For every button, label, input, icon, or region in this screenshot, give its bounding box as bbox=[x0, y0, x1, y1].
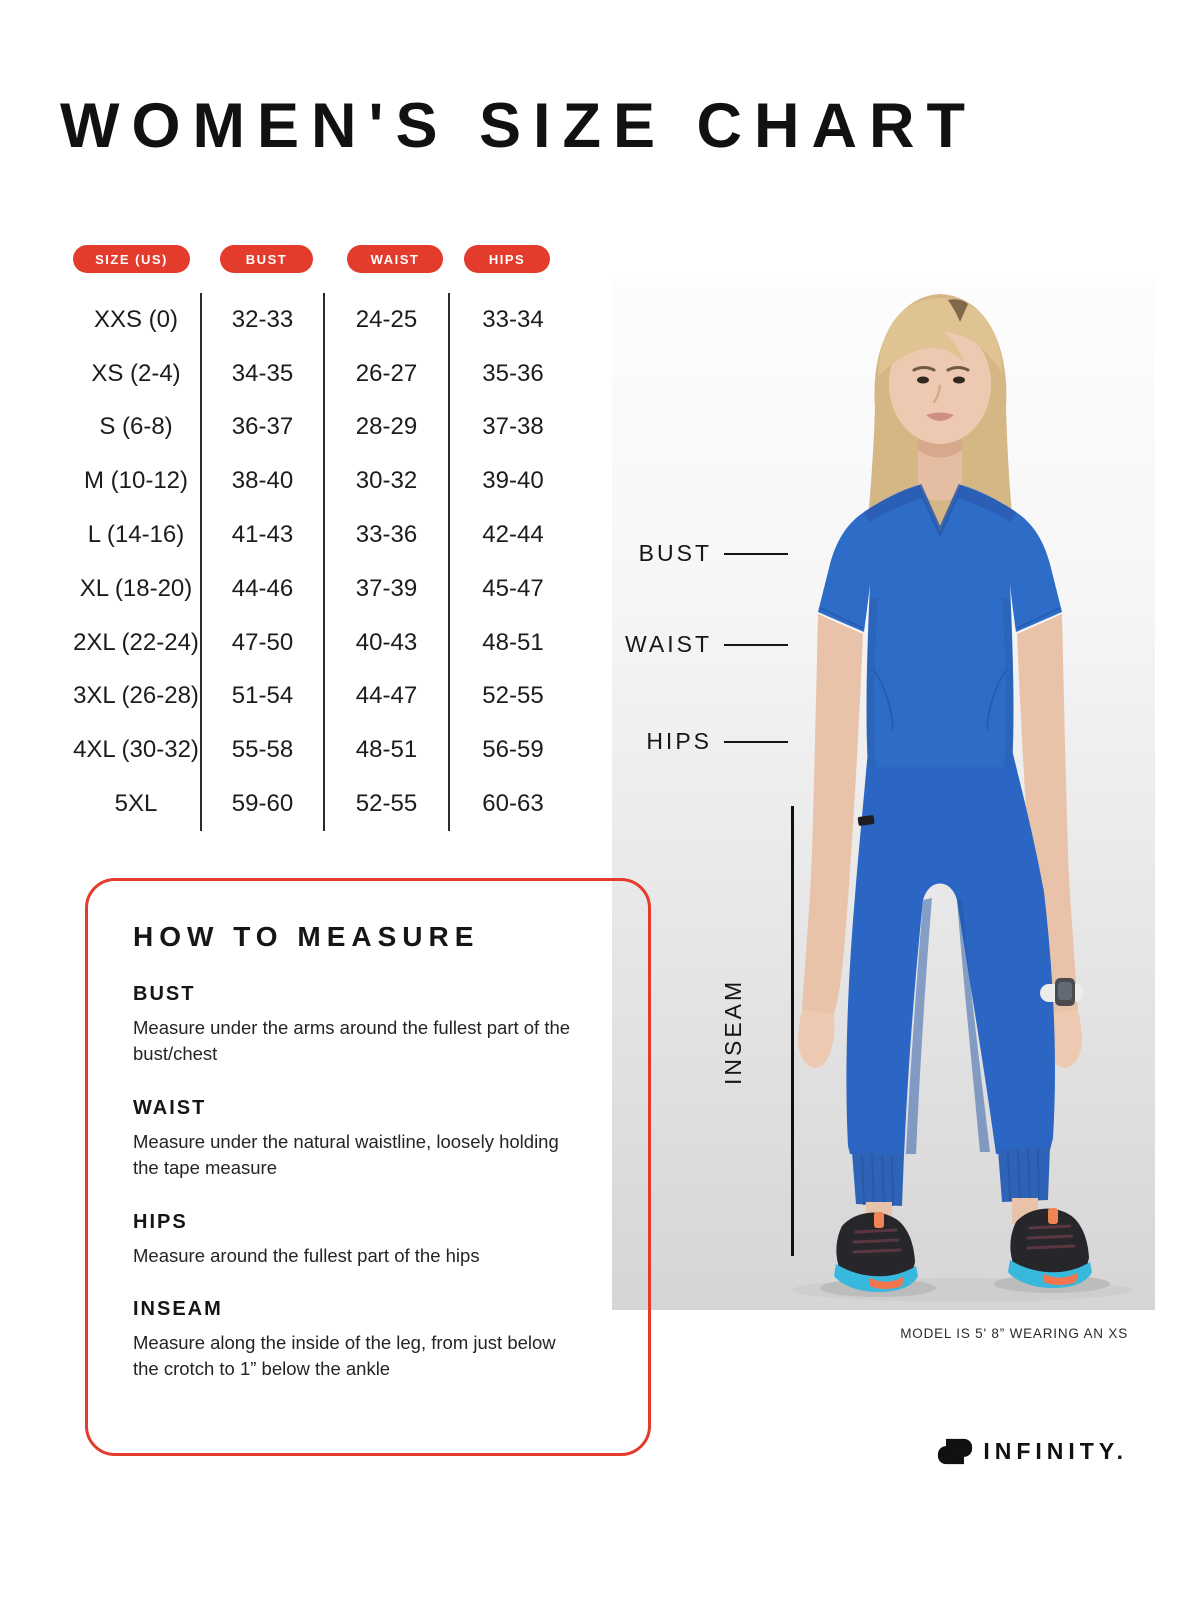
bust-cell: 59-60 bbox=[200, 777, 323, 831]
table-row bbox=[0, 293, 586, 347]
brand-wordmark: INFINITY. bbox=[983, 1438, 1128, 1464]
measure-section-text: Measure around the fullest part of the hips bbox=[133, 1244, 480, 1266]
bust-cell: 51-54 bbox=[200, 670, 323, 724]
size-cell: XL (18-20) bbox=[79, 574, 193, 602]
size-cell: L (14-16) bbox=[87, 521, 185, 549]
hips-cell: 35-36 bbox=[448, 347, 576, 401]
measure-section-text: Measure under the arms around the fullest part of the bust/chest bbox=[133, 1017, 571, 1064]
waist-cell: 26-27 bbox=[323, 347, 448, 401]
measure-section-text: Measure under the natural waistline, loosely holding the tape measure bbox=[133, 1130, 559, 1178]
column-header-pill-hips: HIPS bbox=[464, 245, 550, 273]
table-row bbox=[0, 777, 586, 831]
waist-measure-line bbox=[724, 644, 788, 646]
size-cell: XXS (0) bbox=[93, 305, 179, 333]
column-header-pill-size: SIZE (US) bbox=[73, 245, 190, 273]
waist-cell: 37-39 bbox=[323, 562, 448, 616]
waist-cell: 33-36 bbox=[323, 508, 448, 562]
table-row bbox=[0, 347, 586, 401]
page-title: WOMEN'S SIZE CHART bbox=[60, 91, 977, 161]
measure-section-label: WAIST bbox=[133, 1096, 207, 1119]
waist-measure-callout bbox=[625, 631, 788, 658]
waist-cell: 52-55 bbox=[323, 777, 448, 831]
bust-cell: 47-50 bbox=[200, 616, 323, 670]
hips-cell: 33-34 bbox=[448, 293, 576, 347]
how-to-measure-title: HOW TO MEASURE bbox=[133, 921, 480, 952]
waist-cell: 30-32 bbox=[323, 454, 448, 508]
bust-cell: 41-43 bbox=[200, 508, 323, 562]
table-row bbox=[0, 616, 586, 670]
bust-cell: 44-46 bbox=[200, 562, 323, 616]
waist-cell: 28-29 bbox=[323, 401, 448, 455]
hips-cell: 60-63 bbox=[448, 777, 576, 831]
infinity-logo-icon bbox=[937, 1438, 973, 1465]
measure-section-hips bbox=[133, 1211, 603, 1269]
bust-measure-line bbox=[724, 553, 788, 555]
how-to-measure-box bbox=[85, 878, 651, 1456]
model-photo bbox=[612, 278, 1155, 1310]
bust-cell: 34-35 bbox=[200, 347, 323, 401]
table-row bbox=[0, 454, 586, 508]
column-header-pill-waist: WAIST bbox=[347, 245, 443, 273]
column-header-pill-bust: BUST bbox=[220, 245, 313, 273]
size-cell: 5XL bbox=[114, 790, 158, 818]
measure-section-waist bbox=[133, 1097, 603, 1181]
bust-cell: 55-58 bbox=[200, 723, 323, 777]
size-table bbox=[0, 293, 586, 831]
size-cell: 3XL (26-28) bbox=[73, 682, 199, 710]
hips-cell: 52-55 bbox=[448, 670, 576, 724]
table-row bbox=[0, 562, 586, 616]
model-caption: MODEL IS 5' 8” WEARING AN XS bbox=[900, 1326, 1128, 1341]
measure-section-label: INSEAM bbox=[133, 1298, 223, 1321]
hips-cell: 39-40 bbox=[448, 454, 576, 508]
bust-measure-callout bbox=[639, 540, 788, 567]
hips-cell: 48-51 bbox=[448, 616, 576, 670]
hips-cell: 56-59 bbox=[448, 723, 576, 777]
size-cell: S (6-8) bbox=[99, 413, 173, 441]
bust-cell: 32-33 bbox=[200, 293, 323, 347]
hips-measure-callout bbox=[646, 728, 788, 755]
table-row bbox=[0, 723, 586, 777]
table-row bbox=[0, 508, 586, 562]
waist-cell: 44-47 bbox=[323, 670, 448, 724]
table-row bbox=[0, 401, 586, 455]
bust-cell: 38-40 bbox=[200, 454, 323, 508]
measure-section-inseam bbox=[133, 1298, 603, 1382]
bust-cell: 36-37 bbox=[200, 401, 323, 455]
measure-section-label: BUST bbox=[133, 983, 196, 1005]
size-cell: XS (2-4) bbox=[91, 359, 181, 387]
waist-cell: 24-25 bbox=[323, 293, 448, 347]
hips-cell: 37-38 bbox=[448, 401, 576, 455]
bust-measure-label: BUST bbox=[638, 540, 712, 566]
measure-section-bust bbox=[133, 983, 603, 1067]
hips-cell: 45-47 bbox=[448, 562, 576, 616]
waist-measure-label: WAIST bbox=[625, 631, 712, 657]
inseam-measure-label: INSEAM bbox=[720, 978, 746, 1085]
model-illustration bbox=[612, 278, 1155, 1310]
hips-measure-label: HIPS bbox=[646, 728, 712, 754]
size-cell: 2XL (22-24) bbox=[73, 628, 199, 656]
measure-section-text: Measure along the inside of the leg, from just below the crotch to 1” below the ankle bbox=[133, 1332, 556, 1380]
size-cell: M (10-12) bbox=[83, 467, 189, 495]
size-cell: 4XL (30-32) bbox=[73, 736, 199, 764]
inseam-measure-line bbox=[791, 806, 794, 1256]
hips-measure-line bbox=[724, 741, 788, 743]
measure-section-label: HIPS bbox=[133, 1210, 188, 1233]
table-row bbox=[0, 670, 586, 724]
hips-cell: 42-44 bbox=[448, 508, 576, 562]
waist-cell: 48-51 bbox=[323, 723, 448, 777]
brand-logo bbox=[937, 1438, 1128, 1465]
waist-cell: 40-43 bbox=[323, 616, 448, 670]
